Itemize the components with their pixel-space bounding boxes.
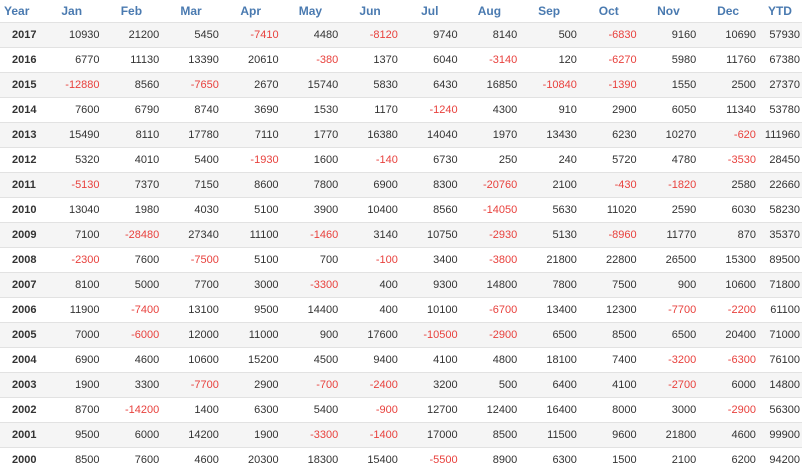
month-cell: 1500 (579, 448, 639, 472)
year-cell: 2016 (0, 48, 42, 73)
month-cell: -7410 (221, 23, 281, 48)
month-cell: 7110 (221, 123, 281, 148)
month-cell: 6400 (519, 373, 579, 398)
table-header (0, 0, 802, 23)
month-cell: 5980 (639, 48, 699, 73)
month-cell: 20400 (698, 323, 758, 348)
month-cell: -2930 (460, 223, 520, 248)
month-cell: 3690 (221, 98, 281, 123)
month-cell: 4600 (161, 448, 221, 472)
month-cell: 15400 (340, 448, 400, 472)
month-cell: -3800 (460, 248, 520, 273)
month-cell: -7700 (161, 373, 221, 398)
month-cell: -2900 (460, 323, 520, 348)
month-cell: -5130 (42, 173, 102, 198)
month-cell: 500 (519, 23, 579, 48)
ytd-cell: 58230 (758, 198, 802, 223)
column-header-dec: Dec (698, 0, 758, 23)
month-cell: 10100 (400, 298, 460, 323)
month-cell: 10930 (42, 23, 102, 48)
month-cell: 2100 (639, 448, 699, 472)
month-cell: 9160 (639, 23, 699, 48)
year-cell: 2013 (0, 123, 42, 148)
column-header-mar: Mar (161, 0, 221, 23)
month-cell: 6030 (698, 198, 758, 223)
month-cell: 1370 (340, 48, 400, 73)
month-cell: 1600 (281, 148, 341, 173)
table-row (0, 348, 802, 373)
month-cell: 5000 (102, 273, 162, 298)
month-cell: -7650 (161, 73, 221, 98)
month-cell: 9500 (221, 298, 281, 323)
month-cell: 6200 (698, 448, 758, 472)
month-cell: 21800 (639, 423, 699, 448)
month-cell: 11000 (221, 323, 281, 348)
month-cell: 8600 (221, 173, 281, 198)
month-cell: 4100 (400, 348, 460, 373)
month-cell: 8300 (400, 173, 460, 198)
month-cell: 1550 (639, 73, 699, 98)
month-cell: 5100 (221, 198, 281, 223)
month-cell: 5320 (42, 148, 102, 173)
month-cell: 6770 (42, 48, 102, 73)
column-header-ytd: YTD (758, 0, 802, 23)
table-row (0, 98, 802, 123)
month-cell: -3530 (698, 148, 758, 173)
month-cell: 17000 (400, 423, 460, 448)
month-cell: 4300 (460, 98, 520, 123)
month-cell: 7800 (281, 173, 341, 198)
month-cell: 5100 (221, 248, 281, 273)
table-row (0, 373, 802, 398)
month-cell: -1460 (281, 223, 341, 248)
month-cell: 6050 (639, 98, 699, 123)
month-cell: -28480 (102, 223, 162, 248)
column-header-oct: Oct (579, 0, 639, 23)
year-cell: 2004 (0, 348, 42, 373)
month-cell: -900 (340, 398, 400, 423)
month-cell: -12880 (42, 73, 102, 98)
year-cell: 2001 (0, 423, 42, 448)
month-cell: 7370 (102, 173, 162, 198)
month-cell: 9500 (42, 423, 102, 448)
month-cell: 5400 (281, 398, 341, 423)
month-cell: 700 (281, 248, 341, 273)
month-cell: 9300 (400, 273, 460, 298)
month-cell: -2900 (698, 398, 758, 423)
month-cell: 10270 (639, 123, 699, 148)
month-cell: 7100 (42, 223, 102, 248)
month-cell: 8140 (460, 23, 520, 48)
month-cell: -7400 (102, 298, 162, 323)
month-cell: 870 (698, 223, 758, 248)
month-cell: 13040 (42, 198, 102, 223)
month-cell: -6000 (102, 323, 162, 348)
month-cell: -3300 (281, 273, 341, 298)
table-row (0, 73, 802, 98)
month-cell: 16380 (340, 123, 400, 148)
month-cell: -620 (698, 123, 758, 148)
month-cell: 3400 (400, 248, 460, 273)
month-cell: -6700 (460, 298, 520, 323)
ytd-cell: 61100 (758, 298, 802, 323)
column-header-nov: Nov (639, 0, 699, 23)
month-cell: 14800 (460, 273, 520, 298)
month-cell: 4600 (102, 348, 162, 373)
year-cell: 2014 (0, 98, 42, 123)
month-cell: 10690 (698, 23, 758, 48)
month-cell: 4800 (460, 348, 520, 373)
table-row (0, 323, 802, 348)
ytd-cell: 99900 (758, 423, 802, 448)
month-cell: 5630 (519, 198, 579, 223)
month-cell: 13400 (519, 298, 579, 323)
month-cell: 1170 (340, 98, 400, 123)
month-cell: 4100 (579, 373, 639, 398)
ytd-cell: 22660 (758, 173, 802, 198)
month-cell: 4500 (281, 348, 341, 373)
month-cell: 2500 (698, 73, 758, 98)
month-cell: 1900 (42, 373, 102, 398)
month-cell: -1930 (221, 148, 281, 173)
month-cell: -3200 (639, 348, 699, 373)
month-cell: -2300 (42, 248, 102, 273)
month-cell: 10400 (340, 198, 400, 223)
column-header-jul: Jul (400, 0, 460, 23)
table-row (0, 198, 802, 223)
ytd-cell: 14800 (758, 373, 802, 398)
month-cell: 11100 (221, 223, 281, 248)
month-cell: 900 (639, 273, 699, 298)
month-cell: 3000 (221, 273, 281, 298)
month-cell: 5130 (519, 223, 579, 248)
month-cell: 2590 (639, 198, 699, 223)
month-cell: 3300 (102, 373, 162, 398)
month-cell: 8110 (102, 123, 162, 148)
month-cell: 6500 (519, 323, 579, 348)
month-cell: -140 (340, 148, 400, 173)
month-cell: 7150 (161, 173, 221, 198)
table-row (0, 48, 802, 73)
month-cell: 15490 (42, 123, 102, 148)
table-row (0, 173, 802, 198)
table-row (0, 248, 802, 273)
ytd-cell: 94200 (758, 448, 802, 472)
month-cell: 3140 (340, 223, 400, 248)
year-cell: 2012 (0, 148, 42, 173)
month-cell: 400 (340, 273, 400, 298)
month-cell: 13100 (161, 298, 221, 323)
month-cell: 4030 (161, 198, 221, 223)
month-cell: 3900 (281, 198, 341, 223)
month-cell: -10500 (400, 323, 460, 348)
month-cell: 3200 (400, 373, 460, 398)
month-cell: 10600 (698, 273, 758, 298)
month-cell: 11130 (102, 48, 162, 73)
month-cell: 8560 (400, 198, 460, 223)
month-cell: 6230 (579, 123, 639, 148)
table-row (0, 298, 802, 323)
month-cell: 6730 (400, 148, 460, 173)
header-row (0, 0, 802, 23)
table-row (0, 273, 802, 298)
month-cell: -6300 (698, 348, 758, 373)
table-row (0, 148, 802, 173)
month-cell: 250 (460, 148, 520, 173)
month-cell: 7600 (102, 448, 162, 472)
month-cell: 15200 (221, 348, 281, 373)
table-body (0, 23, 802, 472)
month-cell: 12300 (579, 298, 639, 323)
month-cell: 6900 (42, 348, 102, 373)
month-cell: 7600 (102, 248, 162, 273)
year-cell: 2015 (0, 73, 42, 98)
year-cell: 2008 (0, 248, 42, 273)
month-cell: 17780 (161, 123, 221, 148)
month-cell: 8700 (42, 398, 102, 423)
column-header-aug: Aug (460, 0, 520, 23)
month-cell: 21200 (102, 23, 162, 48)
month-cell: 2900 (221, 373, 281, 398)
month-cell: 13430 (519, 123, 579, 148)
ytd-cell: 27370 (758, 73, 802, 98)
ytd-cell: 67380 (758, 48, 802, 73)
year-cell: 2011 (0, 173, 42, 198)
ytd-cell: 57930 (758, 23, 802, 48)
ytd-cell: 28450 (758, 148, 802, 173)
month-cell: 10750 (400, 223, 460, 248)
month-cell: 11760 (698, 48, 758, 73)
month-cell: -10840 (519, 73, 579, 98)
month-cell: 4600 (698, 423, 758, 448)
year-cell: 2002 (0, 398, 42, 423)
column-header-year: Year (0, 0, 42, 23)
month-cell: 17600 (340, 323, 400, 348)
month-cell: 18300 (281, 448, 341, 472)
month-cell: 14400 (281, 298, 341, 323)
month-cell: -20760 (460, 173, 520, 198)
month-cell: 14200 (161, 423, 221, 448)
month-cell: 4480 (281, 23, 341, 48)
month-cell: 27340 (161, 223, 221, 248)
month-cell: 26500 (639, 248, 699, 273)
month-cell: 6500 (639, 323, 699, 348)
month-cell: 500 (460, 373, 520, 398)
month-cell: 11340 (698, 98, 758, 123)
table-row (0, 223, 802, 248)
month-cell: -700 (281, 373, 341, 398)
month-cell: 20300 (221, 448, 281, 472)
table-row (0, 423, 802, 448)
month-cell: 8900 (460, 448, 520, 472)
month-cell: 6790 (102, 98, 162, 123)
month-cell: 12700 (400, 398, 460, 423)
month-cell: -380 (281, 48, 341, 73)
month-cell: 7500 (579, 273, 639, 298)
month-cell: 8560 (102, 73, 162, 98)
ytd-cell: 53780 (758, 98, 802, 123)
month-cell: 4010 (102, 148, 162, 173)
month-cell: 11020 (579, 198, 639, 223)
column-header-apr: Apr (221, 0, 281, 23)
month-cell: 7600 (42, 98, 102, 123)
month-cell: -3300 (281, 423, 341, 448)
ytd-cell: 35370 (758, 223, 802, 248)
month-cell: -8960 (579, 223, 639, 248)
month-cell: 7400 (579, 348, 639, 373)
month-cell: 7000 (42, 323, 102, 348)
month-cell: 12400 (460, 398, 520, 423)
month-cell: -7500 (161, 248, 221, 273)
ytd-cell: 111960 (758, 123, 802, 148)
month-cell: 6430 (400, 73, 460, 98)
month-cell: 6300 (221, 398, 281, 423)
month-cell: 2580 (698, 173, 758, 198)
month-cell: -1400 (340, 423, 400, 448)
year-cell: 2005 (0, 323, 42, 348)
table-row (0, 23, 802, 48)
month-cell: -6830 (579, 23, 639, 48)
column-header-jan: Jan (42, 0, 102, 23)
month-cell: 9400 (340, 348, 400, 373)
month-cell: 8100 (42, 273, 102, 298)
month-cell: 1970 (460, 123, 520, 148)
month-cell: 7700 (161, 273, 221, 298)
month-cell: 6000 (102, 423, 162, 448)
year-cell: 2006 (0, 298, 42, 323)
month-cell: 16850 (460, 73, 520, 98)
month-cell: -5500 (400, 448, 460, 472)
month-cell: 9600 (579, 423, 639, 448)
month-cell: 1770 (281, 123, 341, 148)
month-cell: 5720 (579, 148, 639, 173)
month-cell: 18100 (519, 348, 579, 373)
month-cell: 1900 (221, 423, 281, 448)
month-cell: 13390 (161, 48, 221, 73)
month-cell: 8500 (460, 423, 520, 448)
month-cell: 6040 (400, 48, 460, 73)
month-cell: 400 (340, 298, 400, 323)
month-cell: 8000 (579, 398, 639, 423)
month-cell: 1400 (161, 398, 221, 423)
month-cell: 16400 (519, 398, 579, 423)
month-cell: 1980 (102, 198, 162, 223)
month-cell: 11770 (639, 223, 699, 248)
month-cell: 10600 (161, 348, 221, 373)
ytd-cell: 56300 (758, 398, 802, 423)
year-cell: 2017 (0, 23, 42, 48)
column-header-sep: Sep (519, 0, 579, 23)
month-cell: 2900 (579, 98, 639, 123)
month-cell: 6000 (698, 373, 758, 398)
month-cell: 910 (519, 98, 579, 123)
month-cell: 6900 (340, 173, 400, 198)
month-cell: 7800 (519, 273, 579, 298)
month-cell: 8740 (161, 98, 221, 123)
month-cell: -1820 (639, 173, 699, 198)
column-header-feb: Feb (102, 0, 162, 23)
month-cell: 8500 (42, 448, 102, 472)
month-cell: 15740 (281, 73, 341, 98)
month-cell: 12000 (161, 323, 221, 348)
month-cell: 20610 (221, 48, 281, 73)
month-cell: 8500 (579, 323, 639, 348)
column-header-jun: Jun (340, 0, 400, 23)
month-cell: -100 (340, 248, 400, 273)
ytd-cell: 71800 (758, 273, 802, 298)
year-cell: 2003 (0, 373, 42, 398)
month-cell: -6270 (579, 48, 639, 73)
year-cell: 2010 (0, 198, 42, 223)
month-cell: 11500 (519, 423, 579, 448)
month-cell: 4780 (639, 148, 699, 173)
ytd-cell: 71000 (758, 323, 802, 348)
month-cell: 11900 (42, 298, 102, 323)
column-header-may: May (281, 0, 341, 23)
ytd-cell: 89500 (758, 248, 802, 273)
month-cell: 14040 (400, 123, 460, 148)
month-cell: 21800 (519, 248, 579, 273)
month-cell: -14050 (460, 198, 520, 223)
month-cell: -7700 (639, 298, 699, 323)
month-cell: -430 (579, 173, 639, 198)
month-cell: 22800 (579, 248, 639, 273)
month-cell: -3140 (460, 48, 520, 73)
table-row (0, 448, 802, 472)
table-row (0, 398, 802, 423)
month-cell: -1240 (400, 98, 460, 123)
month-cell: 2670 (221, 73, 281, 98)
month-cell: 9740 (400, 23, 460, 48)
ytd-cell: 76100 (758, 348, 802, 373)
month-cell: -14200 (102, 398, 162, 423)
month-cell: 1530 (281, 98, 341, 123)
month-cell: -1390 (579, 73, 639, 98)
table-row (0, 123, 802, 148)
year-cell: 2009 (0, 223, 42, 248)
month-cell: -8120 (340, 23, 400, 48)
month-cell: 6300 (519, 448, 579, 472)
month-cell: 900 (281, 323, 341, 348)
month-cell: 120 (519, 48, 579, 73)
month-cell: 3000 (639, 398, 699, 423)
year-cell: 2000 (0, 448, 42, 472)
month-cell: 2100 (519, 173, 579, 198)
month-cell: -2200 (698, 298, 758, 323)
month-cell: 240 (519, 148, 579, 173)
month-cell: -2400 (340, 373, 400, 398)
year-cell: 2007 (0, 273, 42, 298)
month-cell: 5830 (340, 73, 400, 98)
month-cell: -2700 (639, 373, 699, 398)
month-cell: 15300 (698, 248, 758, 273)
month-cell: 5400 (161, 148, 221, 173)
month-cell: 5450 (161, 23, 221, 48)
